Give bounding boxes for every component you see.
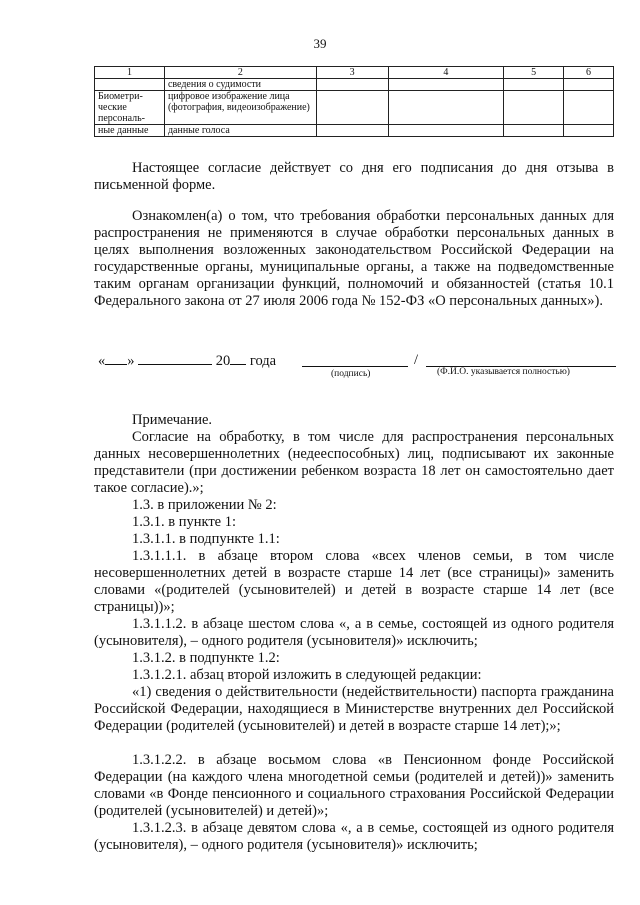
table-row: [95, 79, 614, 91]
table-cell: [504, 91, 564, 125]
table-cell: [504, 125, 564, 137]
amendment-item: 1.3.1.1.1. в абзаце втором слова «всех членов семьи, в том числе несовершеннолетних детей в возрасте старше 14 лет (все страницы)» заменить словами «(родителей (усыновителей) и детей в возрасте старше 14 лет (все страницы))»;: [94, 548, 614, 615]
table-cell: [504, 79, 564, 91]
table-cell: [564, 79, 614, 91]
table-cell: [388, 79, 504, 91]
page-number: 39: [313, 36, 327, 51]
consent-validity-paragraph: Настоящее согласие действует со дня его подписания до дня отзыва в письменной форме.: [94, 160, 614, 193]
table-cell: данные голоса: [164, 125, 316, 137]
signature-date-line: [98, 352, 276, 370]
signature-blank: [302, 366, 408, 367]
table-cell: Биометри-ческие персональ-: [95, 91, 165, 125]
amendment-item: 1.3.1.2.1. абзац второй изложить в следующей редакции:: [132, 667, 482, 683]
amendment-item: 1.3.1.2. в подпункте 1.2:: [132, 650, 280, 666]
note-paragraph: Согласие на обработку, в том числе для распространения персональных данных несовершеннолетних (недееспособных) лиц, подписывают их законные представители (при достижении ребенком возраста 18 лет он самостоятельно дает такое согласие).»;: [94, 429, 614, 496]
table-cell: [388, 125, 504, 137]
table-header-cell: 4: [388, 67, 504, 79]
table-cell: [316, 79, 388, 91]
acknowledgement-paragraph: Ознакомлен(а) о том, что требования обработки персональных данных для распространения не применяются в случае обработки персональных данных в целях выполнения возложенных законодательством Российской Федерации на государственные органы, муниципальные органы, а также на подведомственные таким органам организации функций, полномочий и обязанностей (статья 10.1 Федерального закона от 27 июля 2006 года № 152-ФЗ «О персональных данных»).: [94, 208, 614, 309]
amendment-item: 1.3.1.2.3. в абзаце девятом слова «, а в семье, состоящей из одного родителя (усыновителя), – одного родителя (усыновителя)» исключить;: [94, 820, 614, 853]
amendment-item: 1.3.1.1.2. в абзаце шестом слова «, а в семье, состоящей из одного родителя (усыновителя), – одного родителя (усыновителя)» исключить;: [94, 616, 614, 649]
amendment-item: 1.3.1.1. в подпункте 1.1:: [132, 531, 280, 547]
table-cell: [95, 79, 165, 91]
table-cell: [388, 91, 504, 125]
fio-caption: (Ф.И.О. указывается полностью): [437, 367, 570, 377]
table-header-cell: 2: [164, 67, 316, 79]
table-cell: [564, 91, 614, 125]
table-row: [95, 91, 614, 125]
note-title: Примечание.: [132, 412, 213, 428]
table-cell: цифровое изображение лица (фотография, видеоизображение): [164, 91, 316, 125]
day-blank: [105, 352, 127, 365]
table-header-cell: 6: [564, 67, 614, 79]
table-header-cell: 1: [95, 67, 165, 79]
table-cell: [564, 125, 614, 137]
table-cell: ные данные: [95, 125, 165, 137]
table-cell: [316, 125, 388, 137]
table-header-row: [95, 67, 614, 79]
signature-caption: (подпись): [331, 369, 371, 379]
year-suffix: года: [249, 353, 277, 369]
personal-data-table: [94, 66, 614, 137]
month-blank: [138, 352, 212, 365]
amendment-item: 1.3.1.2.2. в абзаце восьмом слова «в Пенсионном фонде Российской Федерации (на каждого члена многодетной семьи (родителей и детей))» заменить словами «в Фонде пенсионного и социального страхования Российской Федерации (родителей (усыновителей) и детей)»;: [94, 752, 614, 819]
table-cell: сведения о судимости: [164, 79, 316, 91]
table-cell: [316, 91, 388, 125]
year-prefix: 20: [215, 353, 231, 369]
date-open-quote: «: [98, 353, 106, 369]
amendment-item: 1.3. в приложении № 2:: [132, 497, 277, 513]
year-blank: [230, 352, 246, 365]
table-header-cell: 3: [316, 67, 388, 79]
table-row: [95, 125, 614, 137]
table-header-cell: 5: [504, 67, 564, 79]
date-close-quote: »: [127, 353, 135, 369]
slash-separator: /: [414, 352, 419, 368]
amendment-item: «1) сведения о действительности (недействительности) паспорта гражданина Российской Федерации, находящиеся в Министерстве внутренних дел Российской Федерации (родителей (усыновителей) и детей в возрасте старше 14 лет);»;: [94, 684, 614, 734]
amendment-item: 1.3.1. в пункте 1:: [132, 514, 237, 530]
